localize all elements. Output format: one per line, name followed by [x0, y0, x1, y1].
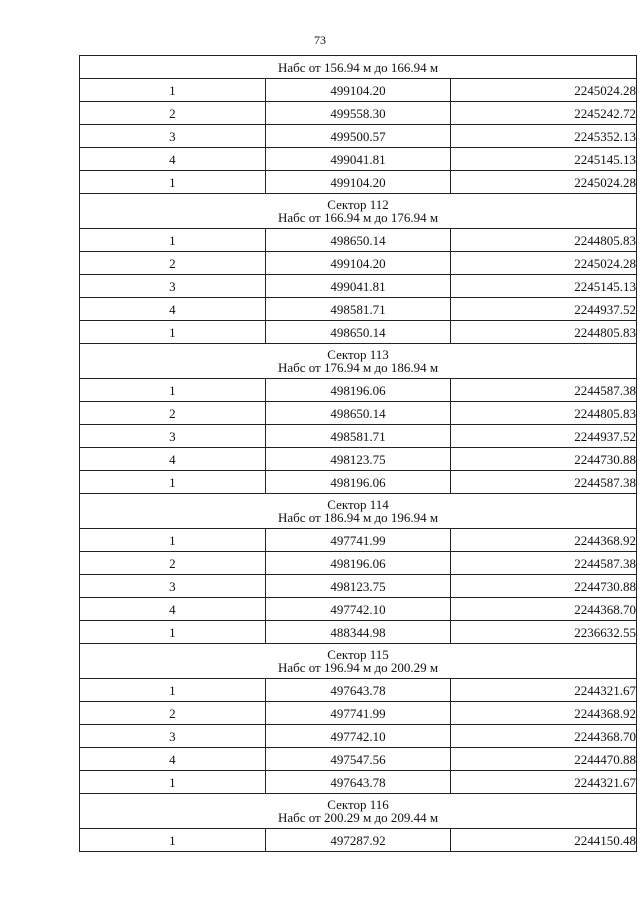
coordinate-x: 488344.98 [265, 621, 451, 644]
table-row [80, 298, 637, 321]
point-number: 1 [80, 529, 266, 552]
sector-title: Сектор 114 [327, 497, 389, 512]
sector-header [80, 56, 637, 79]
coordinate-y: 2244805.83 [451, 402, 637, 425]
coordinate-x: 498123.75 [265, 448, 451, 471]
point-number: 1 [80, 621, 266, 644]
table-row [80, 679, 637, 702]
point-number: 4 [80, 748, 266, 771]
table-row [80, 771, 637, 794]
coordinate-x: 499500.57 [265, 125, 451, 148]
coordinate-y: 2244321.67 [451, 679, 637, 702]
point-number: 2 [80, 552, 266, 575]
coordinate-y: 2244587.38 [451, 471, 637, 494]
page-number: 73 [314, 33, 326, 47]
table-row [80, 598, 637, 621]
coordinate-y: 2244730.88 [451, 575, 637, 598]
height-range: Набс от 176.94 м до 186.94 м [277, 360, 439, 375]
point-number: 1 [80, 679, 266, 702]
table-row [80, 252, 637, 275]
coordinate-y: 2244470.88 [451, 748, 637, 771]
point-number: 2 [80, 102, 266, 125]
sector-header [80, 644, 637, 679]
coordinates-table-body [80, 56, 637, 852]
sector-header [80, 344, 637, 379]
coordinate-y: 2236632.55 [451, 621, 637, 644]
table-row [80, 321, 637, 344]
table-row [80, 379, 637, 402]
point-number: 1 [80, 79, 266, 102]
sector-header-row [80, 56, 637, 79]
height-range: Набс от 200.29 м до 209.44 м [277, 810, 439, 825]
height-range: Набс от 156.94 м до 166.94 м [277, 59, 439, 75]
coordinate-y: 2244368.70 [451, 725, 637, 748]
coordinate-y: 2244805.83 [451, 229, 637, 252]
sector-title: Сектор 112 [327, 197, 389, 212]
coordinate-y: 2245242.72 [451, 102, 637, 125]
point-number: 3 [80, 725, 266, 748]
sector-header-row [80, 644, 637, 679]
height-range: Набс от 196.94 м до 200.29 м [277, 660, 439, 675]
coordinate-x: 498581.71 [265, 425, 451, 448]
coordinate-x: 498650.14 [265, 402, 451, 425]
sector-header-row [80, 494, 637, 529]
point-number: 4 [80, 598, 266, 621]
table-row [80, 448, 637, 471]
coordinate-x: 497287.92 [265, 829, 451, 852]
point-number: 3 [80, 275, 266, 298]
table-row [80, 748, 637, 771]
coordinate-x: 499041.81 [265, 148, 451, 171]
table-row [80, 725, 637, 748]
table-row [80, 471, 637, 494]
table-row [80, 79, 637, 102]
coordinate-x: 497742.10 [265, 598, 451, 621]
table-row [80, 529, 637, 552]
sector-title: Сектор 113 [327, 347, 389, 362]
coordinate-x: 497741.99 [265, 529, 451, 552]
table-row [80, 402, 637, 425]
coordinate-x: 498196.06 [265, 552, 451, 575]
point-number: 4 [80, 148, 266, 171]
coordinate-x: 497742.10 [265, 725, 451, 748]
coordinate-x: 499104.20 [265, 79, 451, 102]
coordinate-x: 499104.20 [265, 252, 451, 275]
table-row [80, 171, 637, 194]
coordinate-y: 2244587.38 [451, 552, 637, 575]
point-number: 2 [80, 402, 266, 425]
coordinate-y: 2245024.28 [451, 79, 637, 102]
table-row [80, 575, 637, 598]
sector-header [80, 794, 637, 829]
coordinate-x: 499104.20 [265, 171, 451, 194]
table-row [80, 275, 637, 298]
height-range: Набс от 186.94 м до 196.94 м [277, 510, 439, 525]
coordinate-y: 2244321.67 [451, 771, 637, 794]
coordinate-x: 498196.06 [265, 471, 451, 494]
coordinate-x: 497741.99 [265, 702, 451, 725]
coordinate-y: 2245145.13 [451, 275, 637, 298]
coordinate-y: 2244937.52 [451, 298, 637, 321]
coordinate-y: 2244150.48 [451, 829, 637, 852]
point-number: 1 [80, 171, 266, 194]
coordinate-y: 2245145.13 [451, 148, 637, 171]
coordinate-y: 2245024.28 [451, 252, 637, 275]
coordinate-y: 2245352.13 [451, 125, 637, 148]
coordinate-x: 498196.06 [265, 379, 451, 402]
coordinate-y: 2244730.88 [451, 448, 637, 471]
coordinates-table [79, 55, 637, 852]
point-number: 1 [80, 771, 266, 794]
point-number: 1 [80, 471, 266, 494]
point-number: 2 [80, 702, 266, 725]
height-range: Набс от 166.94 м до 176.94 м [277, 210, 439, 225]
sector-header-row [80, 344, 637, 379]
point-number: 1 [80, 229, 266, 252]
coordinate-y: 2244368.70 [451, 598, 637, 621]
sector-header [80, 494, 637, 529]
point-number: 2 [80, 252, 266, 275]
coordinate-y: 2245024.28 [451, 171, 637, 194]
point-number: 1 [80, 321, 266, 344]
table-row [80, 125, 637, 148]
sector-header-row [80, 194, 637, 229]
coordinate-x: 497547.56 [265, 748, 451, 771]
point-number: 4 [80, 298, 266, 321]
coordinate-y: 2244805.83 [451, 321, 637, 344]
point-number: 1 [80, 379, 266, 402]
table-row [80, 621, 637, 644]
sector-title: Сектор 115 [327, 647, 389, 662]
coordinate-x: 498650.14 [265, 321, 451, 344]
coordinate-x: 499558.30 [265, 102, 451, 125]
point-number: 3 [80, 575, 266, 598]
point-number: 1 [80, 829, 266, 852]
coordinate-x: 498581.71 [265, 298, 451, 321]
coordinate-x: 497643.78 [265, 771, 451, 794]
point-number: 4 [80, 448, 266, 471]
coordinate-y: 2244587.38 [451, 379, 637, 402]
table-row [80, 229, 637, 252]
sector-title: Сектор 116 [327, 797, 389, 812]
table-row [80, 148, 637, 171]
coordinate-y: 2244937.52 [451, 425, 637, 448]
coordinate-x: 498650.14 [265, 229, 451, 252]
table-row [80, 702, 637, 725]
table-row [80, 552, 637, 575]
table-row [80, 425, 637, 448]
point-number: 3 [80, 425, 266, 448]
coordinate-y: 2244368.92 [451, 702, 637, 725]
coordinate-y: 2244368.92 [451, 529, 637, 552]
point-number: 3 [80, 125, 266, 148]
coordinate-x: 497643.78 [265, 679, 451, 702]
table-row [80, 829, 637, 852]
sector-header [80, 194, 637, 229]
coordinate-x: 498123.75 [265, 575, 451, 598]
coordinate-x: 499041.81 [265, 275, 451, 298]
table-row [80, 102, 637, 125]
sector-header-row [80, 794, 637, 829]
